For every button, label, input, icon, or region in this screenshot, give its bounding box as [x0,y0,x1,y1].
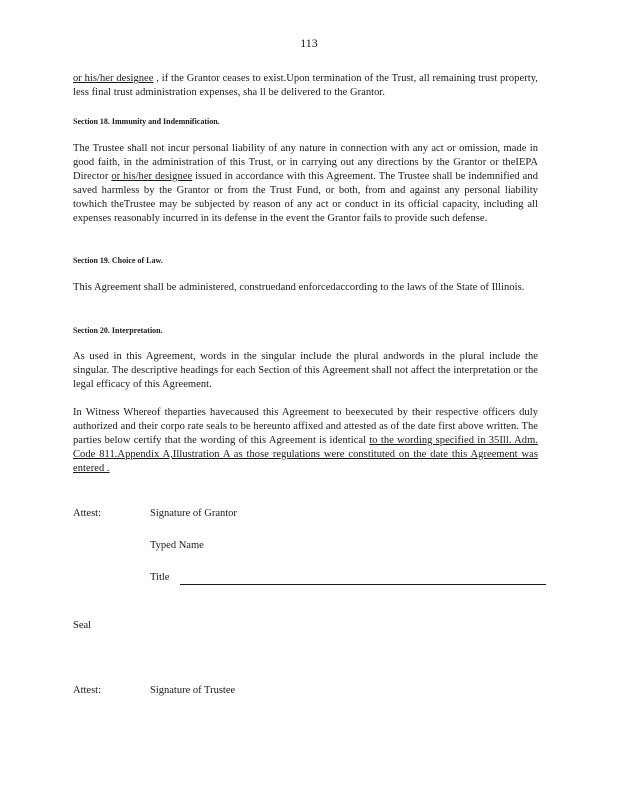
designee-underlined: or his/her designee [111,171,193,182]
title-signature-line [180,584,546,585]
paragraph-trust-termination [73,72,538,100]
witness-paragraph [73,406,538,476]
witness-underlined: to the wording specified in 35Ill. Adm. Code 811.Appendix A,Illustration A as those regulations were constituted on the date this Agreement was entered . [73,435,538,474]
section-18-text [73,142,538,226]
signature-grantor-label: Signature of Grantor [150,508,237,519]
section-19-heading: Section 19. Choice of Law. [73,256,163,265]
witness-text: In Witness Whereof theparties havecaused this Agreement to beexecuted by their respective officers duly authorized and their corpo rate seals to be hereunto affixed and attested as of the date first above written. The parties below certify that the wording of this Agreement is identical [73,407,538,446]
signature-trustee-label: Signature of Trustee [150,685,236,696]
paragraph-text: , if the Grantor ceases to exist.Upon termination of the Trust, all remaining trust property, less final trust administration expenses, sha ll be delivered to the Grantor. [73,73,538,98]
section-20-text: As used in this Agreement, words in the singular include the plural andwords in the plural include the singular. The descriptive headings for each Section of this Agreement shall not affect the interpretation or the legal efficacy of this Agreement. [73,351,538,390]
section-18-text-a: The Trustee shall not incur personal liability of any nature in connection with any act or omission, made in good faith, in the administration of this Trust, or in carrying out any directions by the Grantor or theIEPA Director [73,143,538,182]
section-18-heading: Section 18. Immunity and Indemnification. [73,117,220,126]
section-18-text-b: issued in accordance with this Agreement. The Trustee shall be indemnified and saved harmless by the Grantor or from the Trust Fund, or both, from and against any personal liability towhich theTrustee may be subjected by reason of any act or conduct in its official capacity, including all expenses reasonably incurred in its defense in the event the Grantor fails to provide such defense. [73,171,538,224]
page-number: 113 [300,36,318,50]
seal-label: Seal [73,620,92,631]
attest-label-trustee: Attest: [73,685,101,696]
attest-label-grantor: Attest: [73,508,101,519]
designee-underlined: or his/her designee [73,73,154,84]
section-19-text: This Agreement shall be administered, construedand enforcedaccording to the laws of the State of Illinois. [73,282,525,293]
typed-name-label: Typed Name [150,540,204,551]
section-20-heading: Section 20. Interpretation. [73,326,163,335]
title-label: Title [150,572,170,583]
